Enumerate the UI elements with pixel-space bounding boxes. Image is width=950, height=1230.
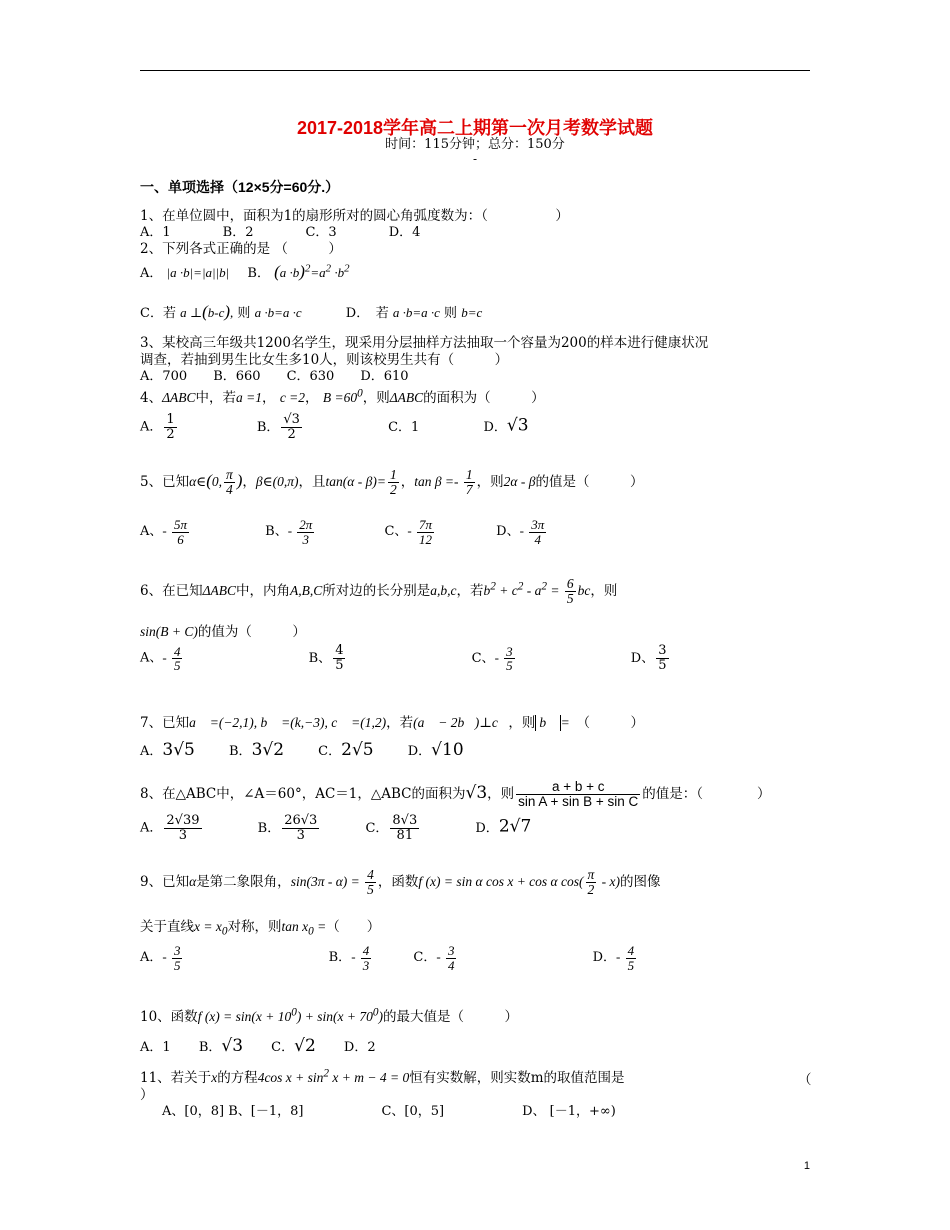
question-3-line1: 3、某校高三年级共1200名学生，现采用分层抽样方法抽取一个容量为200的样本进行健康状况: [140, 335, 709, 351]
q8-option-c-label: C．: [365, 820, 389, 836]
question-6: [140, 577, 810, 606]
q9-option-a-label: A．: [140, 950, 163, 966]
q5-text1: ，: [242, 473, 256, 490]
q8-option-a-value: $\frac{2√39}{3}$: [166, 813, 200, 843]
q10-option-c-label: C．: [271, 1040, 295, 1055]
section-heading: 一、单项选择（12×5分=60分.）: [140, 179, 340, 195]
q6-prefix: 6、在已知: [140, 582, 203, 599]
q5-text2: ，且: [298, 473, 326, 490]
question-10-options: [140, 1036, 376, 1056]
q8-text2: 的值是：（ ）: [642, 786, 771, 803]
q11-var: x: [211, 1070, 218, 1085]
q5-text4: ，则: [476, 473, 504, 490]
option-a-formula: |a ·b|=|a||b|: [166, 265, 230, 280]
q4-given-c: c =2: [279, 390, 306, 405]
q10-option-b-label: B．: [198, 1040, 222, 1055]
q9-option-d-label: D．: [592, 950, 617, 966]
q9-option-b-value: - $\frac{4}{3}$: [351, 943, 370, 973]
q4-option-a-value: $\frac{1}{2}$: [166, 412, 175, 442]
q8-option-b-value: $\frac{26√3}{3}$: [284, 813, 318, 843]
q9-text1: 是第二象限角，: [196, 873, 291, 890]
q8-prefix: 8、在△ABC中，∠A＝60°，AC＝1，△ABC的面积为: [140, 786, 466, 803]
q7-option-c-label: C．: [318, 744, 342, 759]
q6-sides: a,b,c: [430, 582, 457, 598]
q5-alpha-domain: α∈(0, $\frac{\pi}{4}$ ): [189, 467, 243, 498]
q6-option-d-label: D、: [630, 650, 655, 666]
q8-text1: ，则: [487, 786, 515, 803]
q5-option-b-value: - $\frac{2\pi}{3}$: [287, 517, 313, 547]
option-c-cond: a ⊥(b-c),: [180, 302, 234, 321]
q10-function: f $(x) = \sin(x + 10^0) + \sin(x + 70^0)$: [197, 1006, 383, 1024]
q4-prefix: 4、: [140, 390, 163, 406]
option-c-then: 则: [237, 306, 251, 321]
q4-option-d-label: D．: [483, 419, 507, 435]
option-b-label: B．: [247, 266, 270, 281]
q9-option-b-label: B．: [328, 950, 352, 966]
q6-text5: 的值为（ ）: [197, 624, 306, 640]
q4-given-b: $B =60^0$: [322, 387, 363, 405]
q5-option-b-label: B、: [265, 524, 288, 540]
option-d-label: D． 若: [345, 306, 389, 321]
question-11: [140, 1066, 625, 1086]
question-9-options: [140, 944, 638, 972]
option-a-label: A．: [140, 266, 163, 281]
q9-text3: 的图像: [620, 873, 661, 890]
q8-option-c-value: $\frac{8√3}{81}$: [392, 813, 418, 843]
q9-sin-value: sin(3π - α) = $\frac{4}{5}$: [290, 867, 374, 898]
q5-option-c-value: - $\frac{7\pi}{12}$: [407, 517, 433, 547]
q11-text2: 恒有实数解，则实数m的取值范围是: [409, 1070, 625, 1086]
q5-option-d-value: - $\frac{3\pi}{4}$: [519, 517, 545, 547]
q6-option-a-label: A、: [140, 650, 163, 666]
question-2-options-ab: [140, 262, 349, 282]
q7-text3: （ ）: [583, 715, 645, 731]
question-4: 4、ΔABC中，若a =1， c =2， $B =60^0$，则ΔABC的面积为（ ）: [140, 387, 545, 406]
q9-text4: 关于直线: [140, 919, 194, 935]
question-1-options: A．1 B．2 C．3 D．4: [140, 225, 421, 240]
question-7-options: [140, 740, 464, 760]
q10-option-d: D．2: [343, 1040, 376, 1055]
q7-text2: ，则: [508, 715, 536, 731]
q5-tan-beta: tan β =- $\frac{1}{7}$: [414, 467, 473, 498]
q6-text3: ，若: [456, 582, 484, 599]
q10-text1: 的最大值是（ ）: [382, 1009, 518, 1025]
q7-prefix: 7、已知: [140, 715, 190, 731]
q5-option-a-value: - $\frac{5\pi}{6}$: [162, 517, 187, 547]
q7-option-c-value: 2√5: [341, 740, 374, 760]
q9-target: $\tan x_0$ =: [281, 919, 327, 938]
q9-function: f (x) = sin α cos x + cos α cos( $\frac{\pi}{2}$ - x): [418, 867, 620, 898]
q8-expression: $\frac{a + b + c}{\text{sin A + sin B + sin C}}$: [518, 779, 639, 810]
question-7: [140, 711, 644, 731]
question-5: [140, 468, 643, 497]
q8-option-d-label: D．: [475, 820, 499, 836]
q4-text1: 中，若: [195, 390, 237, 406]
q9-option-a-value: - $\frac{3}{5}$: [162, 943, 181, 973]
q8-area: √3: [465, 783, 488, 804]
q8-option-b-label: B．: [257, 820, 281, 836]
q9-option-c-value: - $\frac{3}{4}$: [436, 943, 455, 973]
q7-condition: (a⃗ − 2b⃗)⊥c⃗: [413, 715, 509, 730]
q4-triangle: ΔABC: [162, 390, 196, 405]
option-d-result: b=c: [461, 305, 483, 320]
option-b-formula: $(a \cdot b)^2=a^2 \cdot b^2$: [274, 262, 350, 281]
question-10: [140, 1005, 518, 1025]
q5-beta-domain: β∈(0,π): [255, 473, 299, 489]
q7-option-b-label: B．: [229, 744, 252, 759]
question-6-options: [140, 644, 671, 673]
q11-paren-open: （: [798, 1072, 812, 1088]
q9-axis: $x = x_0$: [194, 919, 228, 938]
q7-option-d-value: √10: [431, 740, 464, 760]
q5-option-d-label: D、: [496, 524, 520, 540]
question-11-options: A、[0，8] B、[－1，8] C、[0，5] D、 [－1，+∞): [162, 1104, 616, 1119]
question-1: 1、在单位圆中，面积为1的扇形所对的圆心角弧度数为：（ ）: [140, 208, 569, 224]
q6-option-b-label: B、: [308, 650, 332, 666]
q7-vectors: a⃗ =(−2,1), b⃗ =(k,−3), c⃗ =(1,2): [189, 715, 387, 730]
q6-expression: sin(B + C): [140, 624, 198, 639]
q6-option-d-value: $\frac{3}{5}$: [658, 643, 667, 673]
q4-option-d-value: √3: [506, 415, 529, 436]
q4-text3: 的面积为（ ）: [423, 390, 545, 406]
q11-paren-close: ）: [140, 1087, 154, 1103]
q5-target: 2α - β: [503, 473, 536, 489]
option-c-label: C．若: [140, 306, 176, 321]
q4-option-b-label: B．: [256, 419, 280, 435]
q6-text4: ，则: [590, 582, 618, 599]
q11-prefix: 11、若关于: [140, 1070, 212, 1086]
q7-option-a-value: 3√5: [162, 740, 195, 760]
q7-text1: ，若: [386, 715, 414, 731]
q7-target: b⃗ =: [535, 715, 569, 730]
q10-option-c-value: √2: [294, 1036, 316, 1056]
q5-option-a-label: A、: [140, 524, 163, 540]
q4-option-c: C．1: [388, 419, 420, 435]
question-8-options: [140, 814, 531, 842]
q8-option-d-value: 2√7: [498, 816, 532, 837]
page-number: 1: [803, 1160, 810, 1172]
q6-option-c-value: - $\frac{3}{5}$: [494, 643, 513, 674]
q6-option-a-value: - $\frac{4}{5}$: [162, 643, 181, 674]
option-c-result: a ·b=a ·c: [254, 305, 302, 320]
q5-text5: 的值是（ ）: [535, 473, 644, 490]
q4-text2: ，则: [362, 390, 390, 406]
q4-triangle2: ΔABC: [389, 390, 424, 405]
q9-text6: （ ）: [326, 919, 381, 935]
q6-text1: 中，内角: [236, 582, 291, 599]
q9-option-d-value: - $\frac{4}{5}$: [616, 943, 635, 973]
exam-title: 2017-2018学年高二上期第一次月考数学试题: [296, 118, 654, 138]
q7-option-b-value: 3√2: [251, 740, 285, 760]
q9-alpha: α: [189, 873, 197, 889]
q9-text2: ，函数: [377, 873, 419, 890]
question-2: 2、下列各式正确的是 （ ）: [140, 241, 342, 257]
q8-option-a-label: A．: [140, 820, 163, 836]
question-5-options: [140, 518, 548, 546]
q9-prefix: 9、已知: [140, 873, 190, 890]
q6-option-c-label: C、: [471, 650, 495, 666]
q10-prefix: 10、函数: [140, 1009, 198, 1025]
header-rule: [140, 70, 810, 71]
q6-text2: 所对边的长分别是: [322, 582, 431, 599]
q6-option-b-value: $\frac{4}{5}$: [335, 643, 344, 673]
q5-text3: ，: [400, 473, 415, 490]
q5-option-c-label: C、: [384, 524, 408, 540]
question-8: [140, 780, 771, 809]
q10-option-b-value: √3: [221, 1036, 244, 1056]
q6-triangle: ΔABC: [202, 582, 237, 598]
option-d-cond: a ·b=a ·c: [392, 305, 440, 320]
q6-condition: $b^2 + c^2 - a^2$ = $\frac{6}{5}$ bc: [483, 576, 591, 607]
question-2-options-cd: [140, 302, 482, 322]
question-9: [140, 868, 661, 897]
q5-tan-diff: tan(α - β)= $\frac{1}{2}$: [325, 467, 397, 498]
q7-option-d-label: D．: [407, 744, 432, 759]
q7-option-a-label: A．: [140, 744, 163, 759]
question-4-options: [140, 413, 529, 441]
q5-prefix: 5、已知: [140, 473, 190, 490]
question-6-line2: [140, 620, 306, 640]
exam-subtitle: 时间：115分钟；总分：150分: [385, 137, 565, 152]
question-3-options: A．700 B．660 C．630 D．610: [140, 369, 409, 384]
q9-option-c-label: C．: [413, 950, 437, 966]
q4-given: a =1: [236, 390, 263, 405]
question-9-line2: [140, 915, 380, 938]
q11-text1: 的方程: [217, 1070, 258, 1086]
q11-equation: 4cos $x + \sin^2 x + m - 4 = 0$: [257, 1067, 410, 1085]
q9-text5: 对称，则: [227, 919, 282, 935]
q4-option-b-value: $\frac{√3}{2}$: [283, 412, 300, 442]
q10-option-a: A．1: [140, 1040, 171, 1055]
dash-mark: -: [472, 152, 478, 166]
question-3-line2: 调查，若抽到男生比女生多10人，则该校男生共有（ ）: [140, 352, 509, 368]
q4-option-a-label: A．: [140, 419, 163, 435]
option-d-then: 则: [444, 306, 458, 321]
q6-angles: A,B,C: [290, 582, 323, 598]
